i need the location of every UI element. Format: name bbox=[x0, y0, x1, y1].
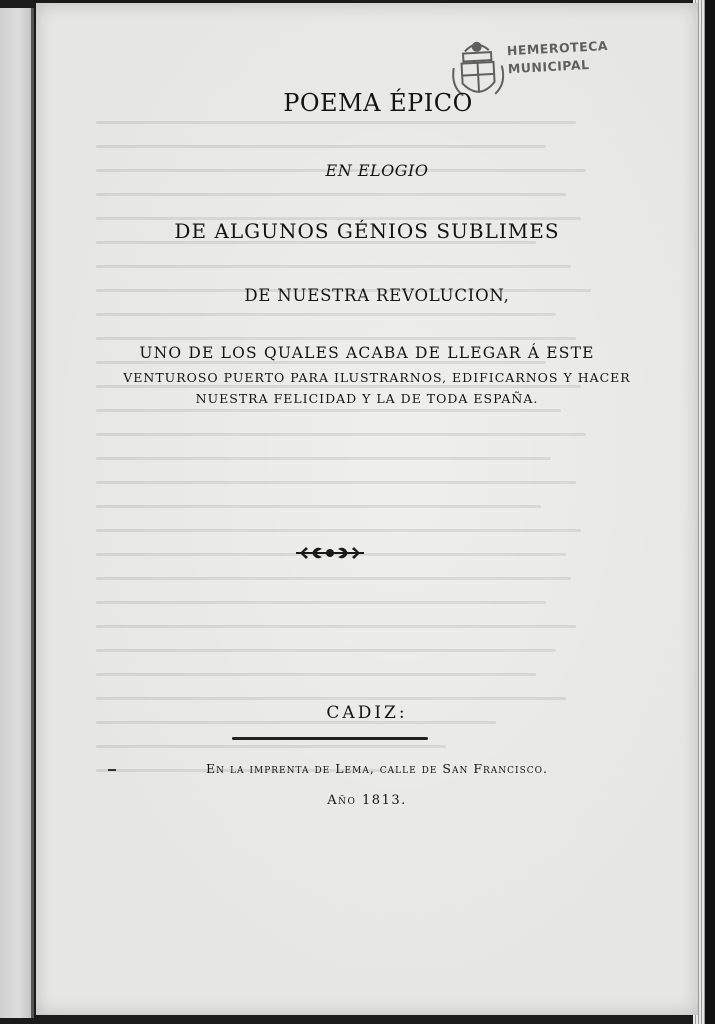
subtitle: EN ELOGIO bbox=[325, 161, 429, 180]
title-line-4: DE NUESTRA REVOLUCION, bbox=[244, 286, 510, 305]
imprint-printer: En la imprenta de Lema, calle de San Francisco. bbox=[206, 761, 548, 776]
title-line-5: UNO DE LOS QUALES ACABA DE LLEGAR Á ESTE bbox=[139, 344, 595, 362]
divider-rule bbox=[232, 737, 428, 740]
imprint-city: CADIZ: bbox=[326, 703, 408, 723]
title-line-6: VENTUROSO PUERTO PARA ILUSTRARNOS, EDIFICARNOS Y HACER bbox=[123, 370, 631, 385]
scan-border bbox=[705, 0, 715, 1024]
previous-page-edge bbox=[0, 8, 34, 1018]
title-line-7: NUESTRA FELICIDAD Y LA DE TODA ESPAÑA. bbox=[195, 391, 539, 406]
stamp-line-1: HEMEROTECA bbox=[506, 37, 609, 59]
printer-ornament-icon bbox=[292, 543, 368, 563]
title-line-3: DE ALGUNOS GÉNIOS SUBLIMES bbox=[174, 219, 560, 243]
imprint-year: Año 1813. bbox=[327, 793, 407, 808]
stamp-line-2: MUNICIPAL bbox=[507, 56, 590, 77]
main-title: POEMA ÉPICO bbox=[283, 89, 473, 117]
title-page bbox=[36, 3, 698, 1015]
